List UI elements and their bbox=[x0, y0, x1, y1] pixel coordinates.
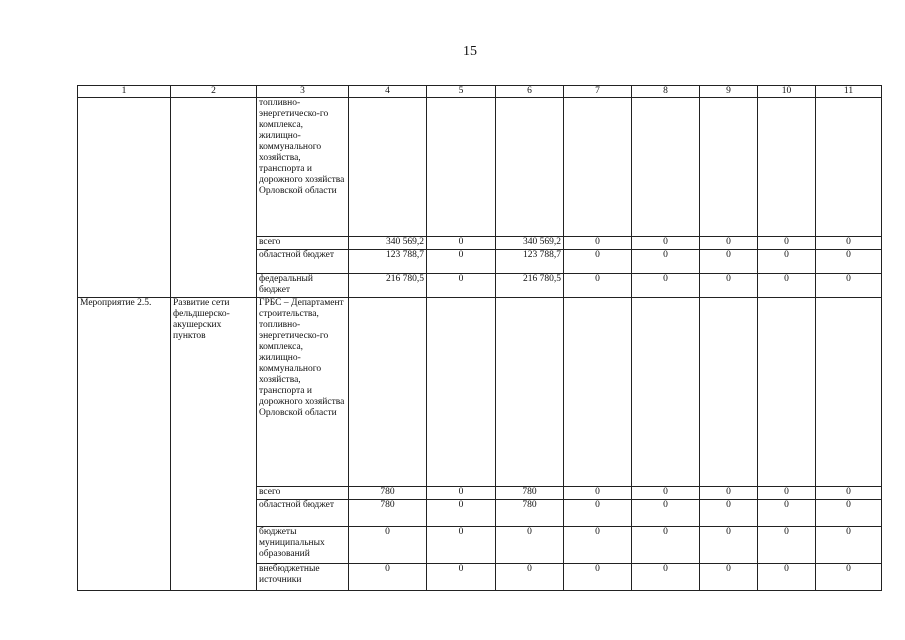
column-header: 2 bbox=[171, 86, 257, 98]
table-cell: 0 bbox=[349, 564, 427, 591]
table-cell: 0 bbox=[816, 274, 882, 298]
table-cell: 0 bbox=[427, 527, 496, 564]
table-cell: 0 bbox=[632, 564, 700, 591]
table-cell: 0 bbox=[496, 564, 564, 591]
table-cell: 780 bbox=[496, 500, 564, 527]
table-cell: 0 bbox=[816, 250, 882, 274]
table-cell: 0 bbox=[349, 527, 427, 564]
table-cell: 0 bbox=[564, 487, 632, 500]
table-cell: 0 bbox=[564, 250, 632, 274]
source-label: бюджеты муниципальных образований bbox=[257, 527, 349, 564]
table-cell: 0 bbox=[700, 237, 758, 250]
column-header: 4 bbox=[349, 86, 427, 98]
table-cell: 0 bbox=[564, 500, 632, 527]
table-cell: 0 bbox=[632, 527, 700, 564]
table-cell: 0 bbox=[427, 237, 496, 250]
column-header: 11 bbox=[816, 86, 882, 98]
column-header: 9 bbox=[700, 86, 758, 98]
table-cell: 0 bbox=[758, 527, 816, 564]
column-header: 3 bbox=[257, 86, 349, 98]
table-cell: 0 bbox=[816, 237, 882, 250]
table-cell: 0 bbox=[427, 500, 496, 527]
table-cell: 0 bbox=[758, 500, 816, 527]
source-label: областной бюджет bbox=[257, 500, 349, 527]
table-row bbox=[78, 98, 882, 237]
table-cell: 123 788,7 bbox=[349, 250, 427, 274]
table-cell: 780 bbox=[496, 487, 564, 500]
table-cell: 0 bbox=[427, 564, 496, 591]
table-cell: 780 bbox=[349, 487, 427, 500]
table-cell: 0 bbox=[758, 274, 816, 298]
table-cell: 0 bbox=[700, 500, 758, 527]
column-header: 10 bbox=[758, 86, 816, 98]
table-cell: 0 bbox=[564, 564, 632, 591]
table-cell: 0 bbox=[816, 527, 882, 564]
table-cell: 0 bbox=[700, 487, 758, 500]
table-cell: 216 780,5 bbox=[496, 274, 564, 298]
source-label: федеральный бюджет bbox=[257, 274, 349, 298]
budget-table bbox=[77, 85, 882, 591]
table-cell: 340 569,2 bbox=[496, 237, 564, 250]
column-header: 7 bbox=[564, 86, 632, 98]
table-cell: 0 bbox=[758, 250, 816, 274]
table-cell: 0 bbox=[632, 274, 700, 298]
table-cell: 0 bbox=[700, 564, 758, 591]
table-cell: 0 bbox=[564, 527, 632, 564]
table-cell: 0 bbox=[632, 487, 700, 500]
source-label: всего bbox=[257, 487, 349, 500]
source-label: областной бюджет bbox=[257, 250, 349, 274]
table-cell: 216 780,5 bbox=[349, 274, 427, 298]
table-cell: 340 569,2 bbox=[349, 237, 427, 250]
source-label: всего bbox=[257, 237, 349, 250]
table-cell: 0 bbox=[632, 237, 700, 250]
executor-cell: топливно-энергетическо-го комплекса, жилищно-коммунального хозяйства, транспорта и дорожного хозяйства Орловской области bbox=[257, 98, 349, 237]
table-row bbox=[78, 298, 882, 487]
table-cell: 0 bbox=[564, 237, 632, 250]
source-label: внебюджетные источники bbox=[257, 564, 349, 591]
table-cell: 0 bbox=[816, 500, 882, 527]
table-cell: 0 bbox=[632, 250, 700, 274]
table-cell: 0 bbox=[816, 564, 882, 591]
table-cell: 0 bbox=[564, 274, 632, 298]
measure-cell: Мероприятие 2.5. bbox=[78, 298, 171, 591]
table-cell: 0 bbox=[700, 274, 758, 298]
table-cell: 0 bbox=[758, 487, 816, 500]
column-header: 5 bbox=[427, 86, 496, 98]
table-cell: 0 bbox=[816, 487, 882, 500]
name-cell bbox=[171, 98, 257, 298]
table-cell: 0 bbox=[427, 274, 496, 298]
table-cell: 123 788,7 bbox=[496, 250, 564, 274]
measure-cell bbox=[78, 98, 171, 298]
header-row bbox=[78, 86, 882, 98]
table-cell: 0 bbox=[427, 487, 496, 500]
table-cell: 0 bbox=[427, 250, 496, 274]
column-header: 8 bbox=[632, 86, 700, 98]
table-cell: 0 bbox=[758, 564, 816, 591]
table-cell: 0 bbox=[758, 237, 816, 250]
table-cell: 780 bbox=[349, 500, 427, 527]
column-header: 6 bbox=[496, 86, 564, 98]
table-cell: 0 bbox=[496, 527, 564, 564]
table-cell: 0 bbox=[632, 500, 700, 527]
name-cell: Развитие сети фельдшерско-акушерских пунктов bbox=[171, 298, 257, 591]
table-cell: 0 bbox=[700, 250, 758, 274]
table-cell: 0 bbox=[700, 527, 758, 564]
executor-cell: ГРБС – Департамент строительства, топливно-энергетическо-го комплекса, жилищно-коммунального хозяйства, транспорта и дорожного хозяйства Орловской области bbox=[257, 298, 349, 487]
page-number: 15 bbox=[463, 44, 477, 59]
column-header: 1 bbox=[78, 86, 171, 98]
